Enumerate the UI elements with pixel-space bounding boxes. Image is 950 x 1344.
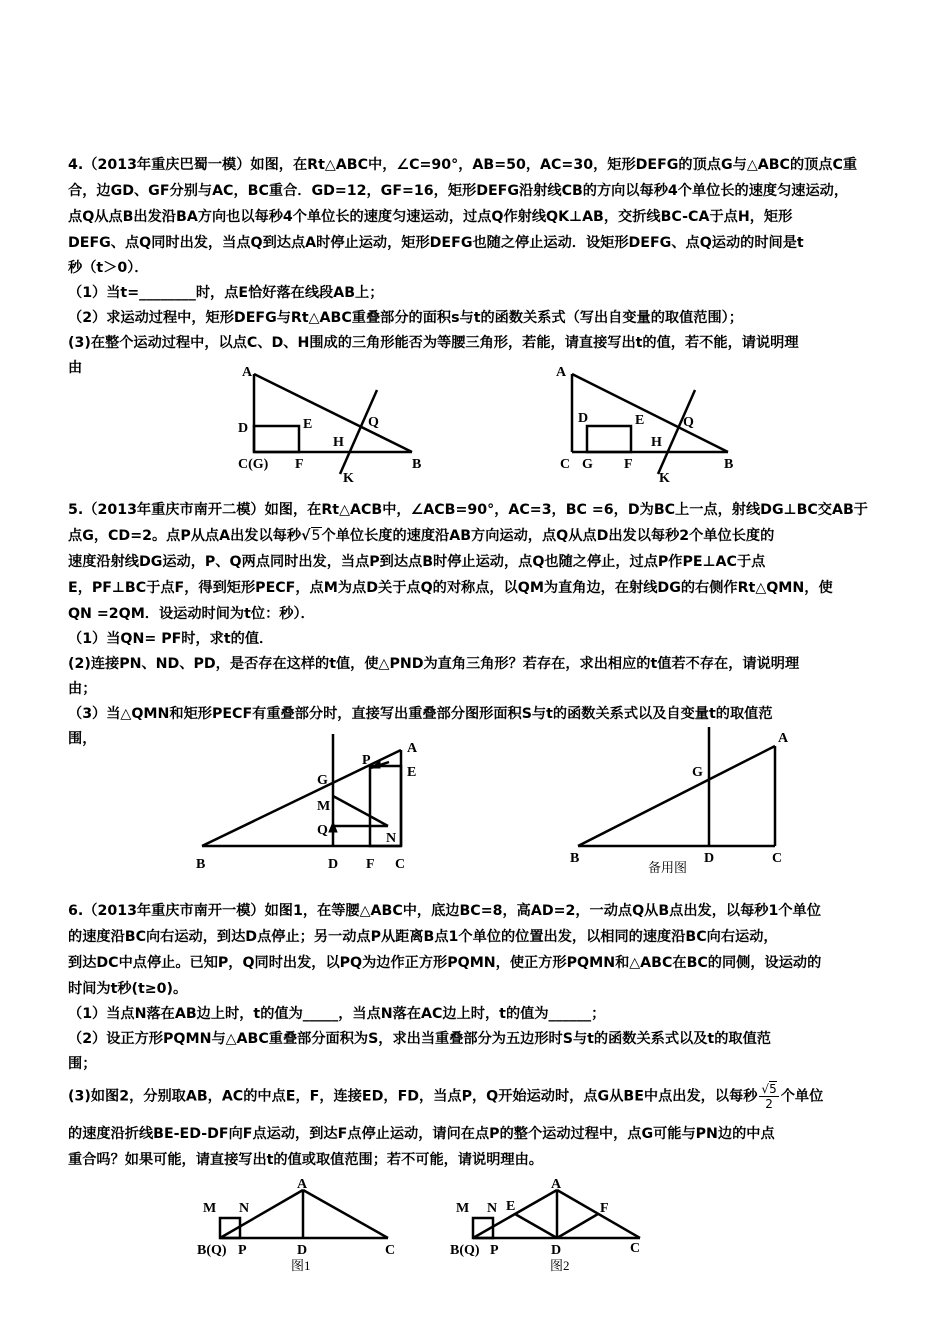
label-D: D — [328, 857, 339, 872]
sqrt-expression: √5 — [301, 528, 321, 544]
label-B: B — [196, 857, 206, 872]
label-G: G — [692, 765, 703, 780]
p4-question-3: (3)在整个运动过程中，以点C、D、H围成的三角形能否为等腰三角形，若能，请直接写出t的值，若不能，请说明理 — [68, 335, 799, 351]
p4-question-2: （2）求运动过程中，矩形DEFG与Rt△ABC重叠部分的面积s与t的函数关系式（写出自变量的取值范围）； — [68, 310, 743, 326]
label-F: F — [295, 457, 304, 472]
label-N: N — [239, 1201, 250, 1216]
p5-line: 5.（2013年重庆市南开二模）如图，在Rt△ACB中，∠ACB=90°，AC=3，BC =6，D为BC上一点，射线DG⊥BC交AB于 — [68, 502, 868, 518]
label-P: P — [362, 753, 371, 768]
label-D: D — [297, 1243, 308, 1258]
p6-figure-2 — [450, 1174, 665, 1274]
fraction-numerator: √5 — [761, 1082, 777, 1096]
label-A: A — [242, 365, 253, 380]
label-H: H — [651, 435, 662, 450]
p5-line: E，PF⊥BC于点F，得到矩形PECF，点M为点D关于点Q的对称点，以QM为直角边，在射线DG的右侧作Rt△QMN，使 — [68, 580, 833, 596]
label-D: D — [238, 421, 249, 436]
label-C: C — [385, 1243, 396, 1258]
label-B: B — [412, 457, 422, 472]
label-A: A — [556, 365, 567, 380]
p6-line3-post: 个单位 — [780, 1088, 824, 1105]
p5-figure-2-backup — [560, 722, 800, 877]
p6-question-3 — [68, 1082, 823, 1111]
label-F: F — [366, 857, 375, 872]
label-H: H — [333, 435, 344, 450]
label-G: G — [582, 457, 593, 472]
label-C: C — [560, 457, 571, 472]
p6-line: 的速度沿BC向右运动，到达D点停止；另一动点P从距离B点1个单位的位置出发，以相同的速度沿BC向右运动， — [68, 929, 778, 945]
label-D: D — [578, 411, 589, 426]
label-C: C — [772, 851, 783, 866]
label-D: D — [551, 1243, 562, 1258]
p5-question-3: （3）当△QMN和矩形PECF有重叠部分时，直接写出重叠部分图形面积S与t的函数关系式以及自变量t的取值范 — [68, 706, 773, 722]
p4-line: 秒（t＞0）． — [68, 260, 149, 276]
p5-line — [68, 525, 774, 545]
p4-figure-2 — [550, 360, 750, 485]
p6-line: 的速度沿折线BE-ED-DF向F点运动，到达F点停止运动，请问在点P的整个运动过程中，点G可能与PN边的中点 — [68, 1126, 775, 1142]
p5-line: 由； — [68, 681, 97, 697]
label-M: M — [203, 1201, 217, 1216]
label-B-Q: B(Q) — [450, 1243, 480, 1258]
fraction-denominator: 2 — [765, 1097, 773, 1111]
label-C-G: C(G) — [238, 457, 269, 472]
p4-question-1: （1）当t=________时，点E恰好落在线段AB上； — [68, 285, 384, 301]
fraction — [759, 1082, 778, 1111]
sqrt-radicand: 5 — [311, 528, 321, 544]
p6-figure-1 — [195, 1174, 410, 1274]
label-E: E — [506, 1199, 516, 1214]
p6-line: 时间为t秒(t≥0)。 — [68, 981, 188, 997]
label-A: A — [407, 741, 418, 756]
p4-line: 4.（2013年重庆巴蜀一模）如图，在Rt△ABC中，∠C=90°，AB=50，AC=30，矩形DEFG的顶点G与△ABC的顶点C重 — [68, 157, 858, 173]
label-F: F — [624, 457, 633, 472]
p5-line: 速度沿射线DG运动，P、Q两点同时出发，当点P到达点B时停止运动，点Q也随之停止，过点P作PE⊥AC于点 — [68, 554, 766, 570]
label-B-Q: B(Q) — [197, 1243, 227, 1258]
label-Q: Q — [683, 415, 694, 430]
label-Q: Q — [368, 415, 379, 430]
figure-caption: 图1 — [291, 1258, 311, 1273]
label-A: A — [778, 731, 789, 746]
label-N: N — [386, 831, 397, 846]
figure-caption: 图2 — [550, 1258, 570, 1273]
p6-line: 围； — [68, 1056, 97, 1072]
label-Q: Q — [317, 823, 328, 838]
p6-question-1: （1）当点N落在AB边上时，t的值为_____，当点N落在AC边上时，t的值为______； — [68, 1006, 606, 1022]
p5-question-1: （1）当QN= PF时，求t的值． — [68, 631, 274, 647]
label-M: M — [317, 799, 331, 814]
label-G: G — [317, 773, 328, 788]
label-K: K — [343, 471, 354, 485]
label-E: E — [407, 765, 417, 780]
label-D: D — [704, 851, 715, 866]
p6-line: 重合吗？如果可能，请直接写出t的值或取值范围；若不可能，请说明理由。 — [68, 1152, 543, 1168]
figure-caption: 备用图 — [648, 860, 688, 875]
p4-figure-1 — [230, 360, 440, 485]
p6-line3-pre: (3)如图2，分别取AB，AC的中点E，F，连接ED，FD，当点P，Q开始运动时，点G从BE中点出发，以每秒 — [68, 1088, 758, 1105]
label-A: A — [297, 1177, 308, 1192]
label-C: C — [395, 857, 406, 872]
p5-line2-pre: 点G，CD=2。点P从点A出发以每秒 — [68, 528, 302, 544]
label-N: N — [487, 1201, 498, 1216]
p6-line: 6.（2013年重庆市南开一模）如图1，在等腰△ABC中，底边BC=8，高AD=2，一动点Q从B点出发，以每秒1个单位 — [68, 903, 821, 919]
label-P: P — [490, 1243, 499, 1258]
label-A: A — [551, 1177, 562, 1192]
p5-line2-post: 个单位长度的速度沿AB方向运动，点Q从点D出发以每秒2个单位长度的 — [321, 528, 775, 544]
p4-line: DEFG、点Q同时出发，当点Q到达点A时停止运动，矩形DEFG也随之停止运动．设矩形DEFG、点Q运动的时间是t — [68, 235, 804, 251]
label-M: M — [456, 1201, 470, 1216]
label-E: E — [635, 413, 645, 428]
label-F: F — [600, 1201, 609, 1216]
p6-line: 到达DC中点停止。已知P，Q同时出发，以PQ为边作正方形PQMN，使正方形PQMN和△ABC在BC的同侧，设运动的 — [68, 955, 822, 971]
label-P: P — [238, 1243, 247, 1258]
fraction-radicand: 5 — [769, 1082, 777, 1096]
p5-figure-1 — [190, 728, 430, 876]
label-C: C — [630, 1241, 641, 1256]
p4-line: 合，边GD、GF分别与AC，BC重合．GD=12，GF=16，矩形DEFG沿射线CB的方向以每秒4个单位长的速度匀速运动， — [68, 183, 849, 199]
p4-line: 点Q从点B出发沿BA方向也以每秒4个单位长的速度匀速运动，过点Q作射线QK⊥AB，交折线BC-CA于点H，矩形 — [68, 209, 793, 225]
p5-line: 围， — [68, 731, 97, 747]
p4-line: 由 — [68, 360, 83, 376]
p5-line: QN =2QM．设运动时间为t位：秒）． — [68, 606, 315, 622]
label-B: B — [570, 851, 580, 866]
label-E: E — [303, 417, 313, 432]
p5-question-2: (2)连接PN、ND、PD，是否存在这样的t值，使△PND为直角三角形？若存在，求出相应的t值若不存在，请说明理 — [68, 656, 800, 672]
p6-question-2: （2）设正方形PQMN与△ABC重叠部分面积为S，求出当重叠部分为五边形时S与t的函数关系式以及t的取值范 — [68, 1031, 771, 1047]
label-K: K — [659, 471, 670, 485]
label-B: B — [724, 457, 734, 472]
